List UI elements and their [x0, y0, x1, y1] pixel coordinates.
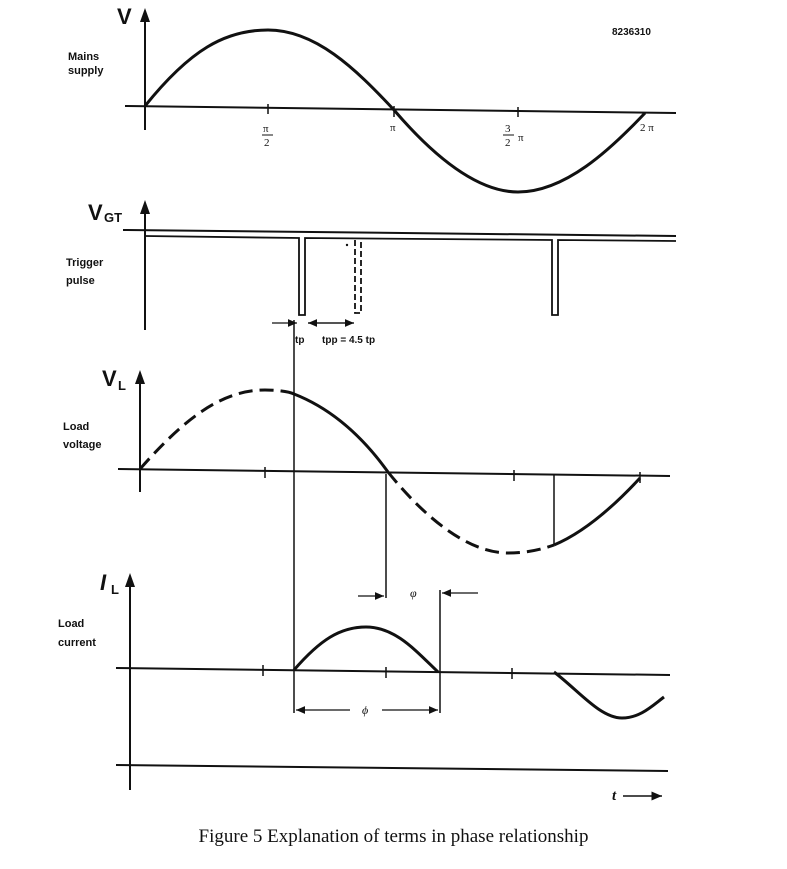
- tpp-label: tpp = 4.5 tp: [322, 335, 376, 346]
- mains-axis-symbol: V: [117, 4, 132, 29]
- tick-label-half-pi-den: 2: [264, 137, 270, 149]
- mains-label-2: supply: [68, 65, 104, 77]
- load-current-x-axis: [116, 668, 670, 675]
- tp-label: tp: [295, 335, 305, 346]
- tick-label-three-half-den: 2: [505, 137, 511, 149]
- load-voltage-axis-sub: L: [118, 378, 126, 393]
- load-voltage-panel: [63, 366, 670, 598]
- load-voltage-label-1: Load: [63, 421, 90, 433]
- figure-caption: Figure 5 Explanation of terms in phase relationship: [198, 826, 589, 847]
- trigger-pulse-repeat: [355, 240, 361, 313]
- tick-label-three-half-num: 3: [505, 123, 511, 135]
- load-voltage-dashed-2: [388, 472, 554, 553]
- load-current-panel: [58, 570, 670, 804]
- trigger-axis-sub: GT: [104, 210, 123, 225]
- load-current-pulse-2: [554, 672, 664, 718]
- trigger-label-2: pulse: [66, 275, 95, 287]
- load-current-axis-symbol: I: [100, 570, 107, 595]
- trigger-dot: [346, 244, 348, 246]
- load-voltage-solid-1: [294, 394, 388, 472]
- load-current-axis-sub: L: [111, 582, 119, 597]
- load-voltage-solid-2: [554, 478, 640, 545]
- load-current-pulse-1: [294, 627, 438, 672]
- mains-supply-panel: [68, 4, 676, 192]
- load-voltage-label-2: voltage: [63, 439, 102, 451]
- load-current-label-1: Load: [58, 618, 85, 630]
- mains-y-axis-arrow: [140, 8, 150, 22]
- load-current-bottom-axis: [116, 765, 668, 771]
- time-axis-label: t: [612, 788, 617, 804]
- load-voltage-y-axis-arrow: [135, 370, 145, 384]
- load-voltage-axis-symbol: V: [102, 366, 117, 391]
- trigger-y-axis-arrow: [140, 200, 150, 214]
- trigger-signal: [145, 236, 676, 315]
- tick-label-half-pi-num: π: [263, 123, 269, 135]
- tick-label-pi: π: [390, 122, 396, 134]
- load-voltage-x-axis: [118, 469, 670, 476]
- trigger-pulse-panel: [66, 200, 676, 346]
- mains-x-axis: [125, 106, 676, 113]
- tick-label-two-pi: 2 π: [640, 122, 654, 134]
- trigger-baseline: [123, 230, 676, 236]
- tick-label-three-half-sym: π: [518, 132, 524, 144]
- load-current-label-2: current: [58, 637, 96, 649]
- load-current-y-axis-arrow: [125, 573, 135, 587]
- phi-large-label: ϕ: [362, 703, 369, 717]
- trigger-axis-symbol: V: [88, 200, 103, 225]
- load-voltage-dashed-1: [140, 390, 294, 469]
- phi-small-label: φ: [410, 586, 417, 600]
- figure-code: 8236310: [612, 27, 651, 38]
- trigger-label-1: Trigger: [66, 257, 104, 269]
- mains-label-1: Mains: [68, 51, 100, 63]
